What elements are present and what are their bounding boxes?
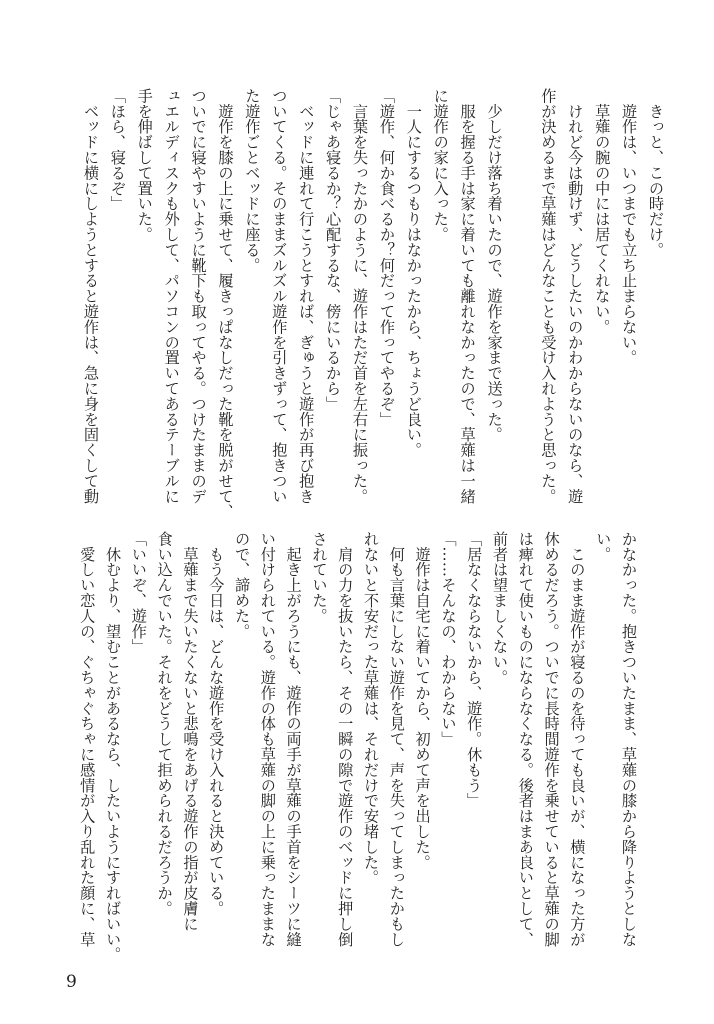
text-line: 「居なくならないから、遊作。休もう」: [465, 531, 484, 809]
text-line: い付けられている。遊作の体も草薙の脚の上に乗ったままな: [258, 531, 277, 947]
text-line: 一人にするつもりはなかったから、ちょうど良い。: [404, 88, 423, 458]
text-line: 遊作は、いつまでも立ち止まらない。: [620, 88, 639, 366]
page-number: 9: [66, 972, 77, 992]
text-line: 愛しい恋人の、ぐちゃぐちゃに感情が入り乱れた顔に、草: [78, 531, 97, 947]
text-block-top: [77, 88, 669, 520]
text-line: けれど今は動けず、どうしたいのかわからないのなら、遊: [566, 88, 585, 504]
text-line: 草薙の腕の中には居てくれない。: [593, 88, 612, 335]
text-line: 「いいぞ、遊作」: [129, 531, 148, 655]
text-line: 草薙まで失いたくないと悲鳴をあげる遊作の指が皮膚に: [181, 531, 200, 932]
text-line: 前者は望ましくない。: [491, 531, 510, 685]
text-line: ので、諦めた。: [233, 531, 252, 639]
text-line: 遊作を膝の上に乗せて、履きっぱなしだった靴を脱がせて、: [216, 88, 235, 520]
text-line: ュエルディスクも外して、パソコンの置いてあるテーブルに: [162, 88, 181, 504]
text-line: ベッドに連れて行こうとすれば、ぎゅうと遊作が再び抱き: [297, 88, 316, 504]
text-line: かなかった。抱きついたまま、草薙の膝から降りようとしな: [620, 531, 638, 947]
text-line: 肩の力を抜いたら、その一瞬の隙で遊作のベッドに押し倒: [336, 531, 355, 947]
text-line: 言葉を失ったかのように、遊作はただ首を左右に振った。: [351, 88, 370, 504]
text-line: 「遊作、何か食べるか？何だって作ってやるぞ」: [377, 88, 396, 427]
text-line: もう今日は、どんな遊作を受け入れると決めている。: [207, 531, 226, 916]
text-line: ベッドに横にしようとすると遊作は、急に身を固くして動: [81, 88, 100, 504]
text-line: きっと、この時だけ。: [647, 88, 665, 258]
text-line: ついでに寝やすいように靴下も取ってやる。つけたままのデ: [189, 88, 208, 504]
text-line: た遊作ごとベッドに座る。: [243, 88, 262, 273]
text-line: されていた。: [310, 531, 329, 624]
text-line: 起き上がろうにも、遊作の両手が草薙の手首をシーツに縫: [284, 531, 303, 947]
text-line: 遊作は自宅に着いてから、初めて声を出した。: [413, 531, 432, 870]
text-line: に遊作の家に入った。: [431, 88, 450, 242]
text-line: 休むより、望むことがあるなら、したいようにすればいい。: [104, 531, 123, 963]
text-line: 「ほら、寝るぞ」: [108, 88, 127, 212]
text-line: ついてくる。そのままズルズル遊作を引きずって、抱きつい: [270, 88, 289, 504]
text-line: 休めるだろう。ついでに長時間遊作を乗せていると草薙の脚: [542, 531, 561, 947]
text-line: い。: [594, 531, 613, 562]
text-line: 「……そんなの、わからない」: [439, 531, 458, 747]
text-line: 少しだけ落ち着いたので、遊作を家まで送った。: [485, 88, 504, 443]
text-line: このまま遊作が寝るのを待っても良いが、横になった方が: [568, 531, 587, 947]
text-block-bottom: [73, 531, 641, 963]
text-line: は痺れて使いものにならなくなる。後者はまあ良いとして、: [516, 531, 535, 947]
text-line: 食い込んでいた。それをどうして拒められるだろうか。: [155, 531, 174, 916]
text-line: 手を伸ばして置いた。: [135, 88, 154, 242]
text-line: 服を握る手は家に着いても離れなかったので、草薙は一緒: [458, 88, 477, 504]
text-line: 「じゃあ寝るか？心配するな、傍にいるから」: [324, 88, 343, 412]
text-line: 何も言葉にしない遊作を見て、声を失ってしまったかもし: [387, 531, 406, 947]
text-line: [508, 88, 535, 508]
text-line: 作が決めるまで草薙はどんなことも受け入れようと思った。: [539, 88, 558, 504]
text-line: れないと不安だった草薙は、それだけで安堵した。: [362, 531, 381, 886]
